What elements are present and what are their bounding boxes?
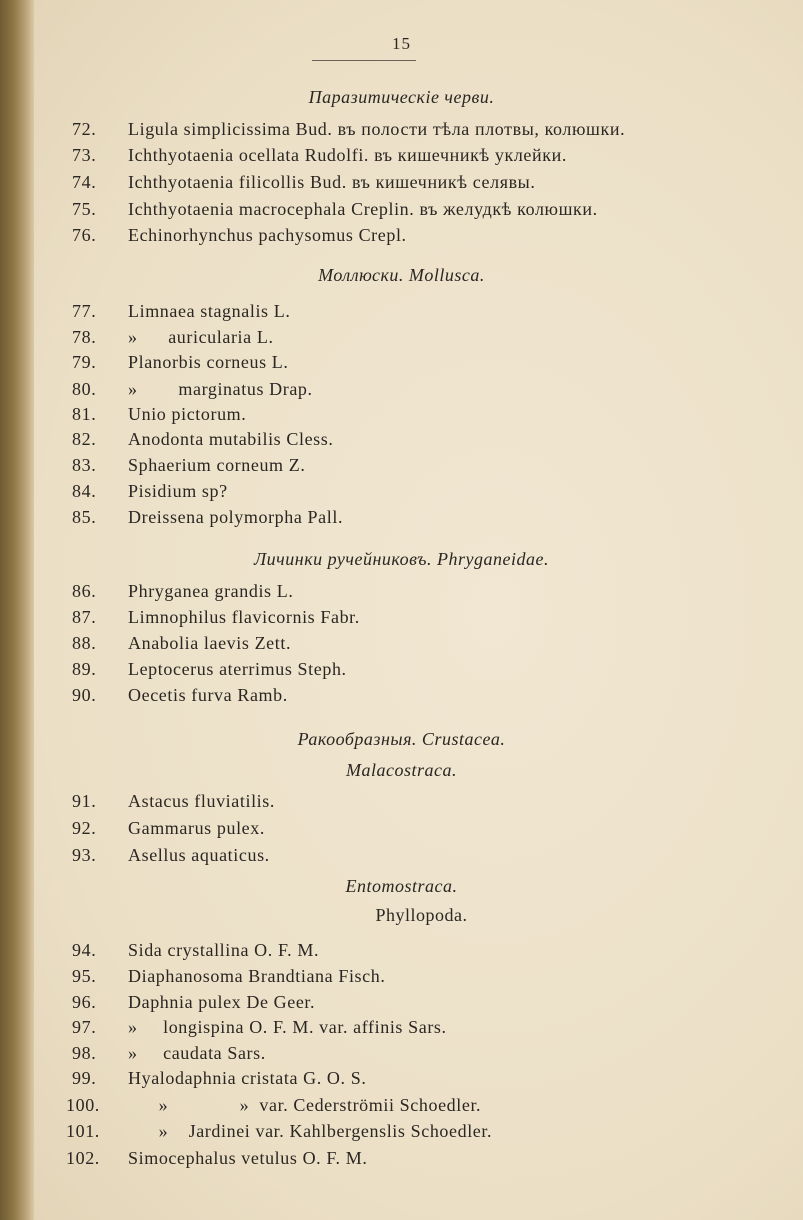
entry-text: Diaphanosoma Brandtiana Fisch. <box>128 966 386 986</box>
entry-text: Planorbis corneus L. <box>128 352 289 372</box>
entry-number: 72. <box>72 119 97 139</box>
entry-number: 101. <box>66 1121 100 1141</box>
section-heading-mollusca: Моллюски. Mollusca. <box>318 265 485 285</box>
entry-number: 96. <box>72 992 97 1012</box>
entry-text: Sida crystallina O. F. M. <box>128 940 320 960</box>
entry-number: 81. <box>72 404 97 424</box>
entry-number: 87. <box>72 607 97 627</box>
entry-text: Ichthyotaenia ocellata Rudolfi. въ кишечникѣ уклейки. <box>128 145 567 165</box>
entry-text: Phryganea grandis L. <box>128 581 294 601</box>
entry-text: Ligula simplicissima Bud. въ полости тѣла плотвы, колюшки. <box>128 119 626 139</box>
entry-number: 78. <box>72 327 97 347</box>
entry-number: 100. <box>66 1095 100 1115</box>
entry-number: 75. <box>72 199 97 219</box>
entry-number: 89. <box>72 659 97 679</box>
entry-text: Sphaerium corneum Z. <box>128 455 306 475</box>
entry-number: 99. <box>72 1068 97 1088</box>
entry-number: 85. <box>72 507 97 527</box>
entry-text: Leptocerus aterrimus Steph. <box>128 659 347 679</box>
entry-number: 84. <box>72 481 97 501</box>
entry-text: Limnophilus flavicornis Fabr. <box>128 607 360 627</box>
entry-text: » longispina O. F. M. var. affinis Sars. <box>128 1017 447 1037</box>
entry-text: Limnaea stagnalis L. <box>128 301 291 321</box>
entry-text: » caudata Sars. <box>128 1043 266 1063</box>
entry-text: Ichthyotaenia filicollis Bud. въ кишечникѣ селявы. <box>128 172 536 192</box>
entry-number: 88. <box>72 633 97 653</box>
entry-text: » marginatus Drap. <box>128 379 313 399</box>
section-heading-crustacea: Ракообразныя. Crustacea. <box>297 729 506 749</box>
entry-text: Simocephalus vetulus O. F. M. <box>128 1148 368 1168</box>
entry-number: 93. <box>72 845 97 865</box>
entry-number: 98. <box>72 1043 97 1063</box>
entry-text: » » var. Cederströmii Schoedler. <box>128 1095 482 1115</box>
entry-number: 82. <box>72 429 97 449</box>
entry-number: 102. <box>66 1148 100 1168</box>
entry-number: 77. <box>72 301 97 321</box>
entry-text: Echinorhynchus pachysomus Crepl. <box>128 225 407 245</box>
subheading-entomostraca: Entomostraca. <box>345 876 458 896</box>
section-heading-phryganeidae: Личинки ручейниковъ. Phryganeidae. <box>253 549 549 569</box>
subgroup-phyllopoda: Phyllopoda. <box>375 905 468 925</box>
entry-number: 73. <box>72 145 97 165</box>
entry-number: 74. <box>72 172 97 192</box>
entry-text: Dreissena polymorpha Pall. <box>128 507 344 527</box>
entry-number: 97. <box>72 1017 97 1037</box>
entry-number: 79. <box>72 352 97 372</box>
entry-number: 76. <box>72 225 97 245</box>
entry-text: Pisidium sp? <box>128 481 228 501</box>
page-number-rule <box>312 60 416 61</box>
entry-number: 90. <box>72 685 97 705</box>
entry-text: Gammarus pulex. <box>128 818 265 838</box>
page-number: 15 <box>392 34 411 53</box>
book-spine-shadow <box>0 0 34 1220</box>
entry-text: Astacus fluviatilis. <box>128 791 275 811</box>
entry-text: » Jardinei var. Kahlbergenslis Schoedler. <box>128 1121 493 1141</box>
entry-number: 94. <box>72 940 97 960</box>
entry-number: 91. <box>72 791 97 811</box>
subheading-malacostraca: Malacostraca. <box>346 760 457 780</box>
entry-number: 92. <box>72 818 97 838</box>
entry-text: Anabolia laevis Zett. <box>128 633 292 653</box>
section-heading-parasitic-worms: Паразитическiе черви. <box>308 87 495 107</box>
entry-text: Asellus aquaticus. <box>128 845 270 865</box>
entry-number: 86. <box>72 581 97 601</box>
entry-text: Daphnia pulex De Geer. <box>128 992 316 1012</box>
entry-number: 83. <box>72 455 97 475</box>
entry-number: 95. <box>72 966 97 986</box>
entry-text: Unio pictorum. <box>128 404 247 424</box>
entry-text: Oecetis furva Ramb. <box>128 685 288 705</box>
entry-text: Hyalodaphnia cristata G. O. S. <box>128 1068 367 1088</box>
entry-text: Anodonta mutabilis Cless. <box>128 429 334 449</box>
entry-number: 80. <box>72 379 97 399</box>
entry-text: » auricularia L. <box>128 327 274 347</box>
entry-text: Ichthyotaenia macrocephala Creplin. въ желудкѣ колюшки. <box>128 199 598 219</box>
